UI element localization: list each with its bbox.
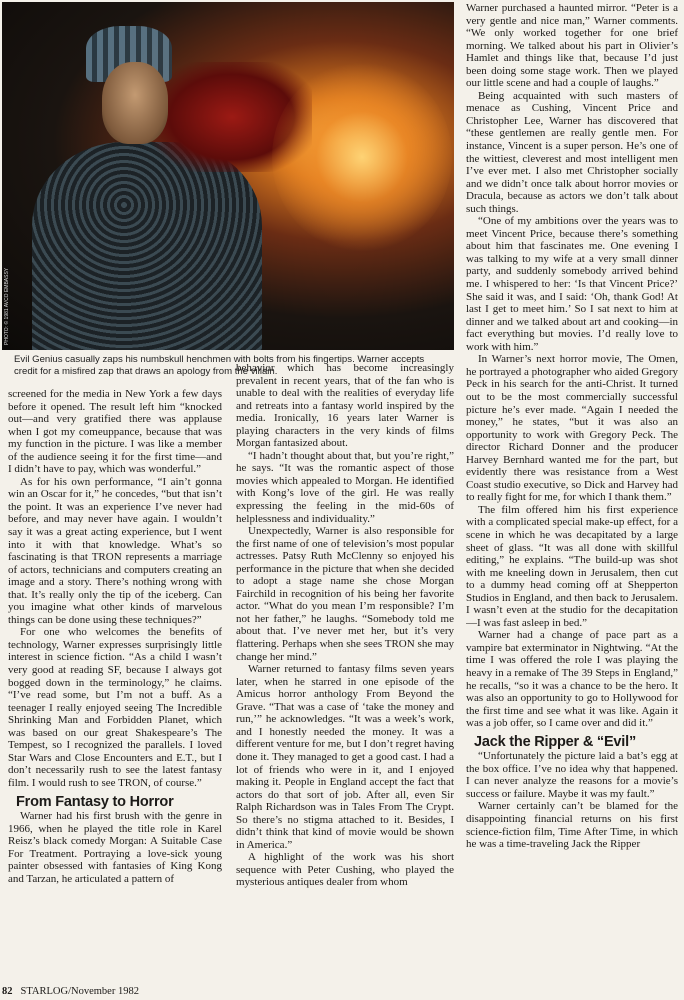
paragraph: A highlight of the work was his short sequence with Peter Cushing, who played the mysterious antiques dealer from whom xyxy=(236,851,454,889)
paragraph: Warner had a change of pace part as a vampire bat exterminator in Nightwing. “At the time I was offered the role I was playing the heavy in a remake of The 39 Steps in England,” he recalls, “so it was a chance to be the hero. It was also an opportunity to go to Hollywood for the first time and see what it was like. Again it was a job offer, so I came over and did it.” xyxy=(466,629,678,730)
henchman-armor xyxy=(32,142,262,350)
paragraph: Warner returned to fantasy films seven years later, when he starred in one episode of the Amicus horror anthology From Beyond the Grave. “That was a case of ‘take the money and run,’” he acknowledges. “It was a week’s work, and I honestly needed the money. It was a different venture for me, but I don’t regret having done it. They managed to get a good cast. I had a lot of friends who were in it, and I enjoyed making it. People in England accept the fact that actors do that sort of job. After all, even Sir Ralph Richardson was in Tales From The Crypt. So there’s no stigma attached to it. Besides, I didn’t think that kind of movie would be shown in America.” xyxy=(236,663,454,851)
paragraph: In Warner’s next horror movie, The Omen, he portrayed a photographer who aided Gregory Peck in his search for the anti-Christ. It turned out to be the most commercially successful picture he’s ever made. “Again I needed the money,” he states, “but it was also an opportunity to work with Gregory Peck. The director Richard Donner and the producer Harvey Bernhard wanted me for the part, but evidently there was resistance from a West Coast studio executive, so Dick and Harvey had to really fight for me, for which I thank them.” xyxy=(466,353,678,504)
paragraph: “Unfortunately the picture laid a bat’s egg at the box office. I’ve no idea why that happened. I can never analyze the reasons for a movie’s success or failure. Maybe it was my fault.” xyxy=(466,750,678,800)
page-number: 82 xyxy=(2,986,13,997)
paragraph: For one who welcomes the benefits of technology, Warner expresses surprisingly little interest in science fiction. “As a child I wasn’t very good at reading SF, because I always got bogged down in the terminology,” he claims. “I’ve read some, but I’m not a buff. As a teenager I really enjoyed seeing The Incredible Shrinking Man and Forbidden Planet, which was based on our great Shakespeare’s The Tempest, so I recognized the parallels. I loved Star Wars and Close Encounters and E.T., but I don’t necessarily rush to see the latest fantasy film. I would rush to see TRON, of course.” xyxy=(8,626,222,789)
paragraph: “I hadn’t thought about that, but you’re right,” he says. “It was the romantic aspect of those movies which appealed to Morgan. He identified with Kong’s love of the girl. He was really expressing the feeling in the mid-60s of helplessness and individuality.” xyxy=(236,449,454,525)
photo-caption: Evil Genius casually zaps his numbskull henchmen with bolts from his fingertips. Warner accepts credit for a misfired zap that draws an apology from the villain. xyxy=(14,354,425,377)
paragraph: Warner purchased a haunted mirror. “Peter is a very gentle and nice man,” Warner comments. “We only worked together for one brief morning. We talked about his part in Olivier’s Hamlet and things like that, because I’d just been doing some stage work. Then we played our little scene and had a couple of laughs.” xyxy=(466,2,678,90)
paragraph: Warner certainly can’t be blamed for the disappointing financial returns on his first science-fiction film, Time After Time, in which he was a time-traveling Jack the Ripper xyxy=(466,800,678,851)
section-heading: From Fantasy to Horror xyxy=(16,793,174,810)
paragraph: screened for the media in New York a few days before it opened. The result left him “knocked out—and very gratified there was applause when I got my comeuppance, because that was my function in the picture. I was like a member of the audience seeing it for the first time—and I didn’t have to pay, which was wonderful.” xyxy=(8,388,222,476)
film-still-photo xyxy=(2,2,454,350)
energy-bolt-glow xyxy=(272,62,452,252)
column-2 xyxy=(236,362,454,982)
paragraph: Being acquainted with such masters of menace as Cushing, Vincent Price and Christopher Lee, Warner has discovered that “these gentlemen are really gentle men. For instance, Vincent is a super person. He’s one of the wittiest, cleverest and most intelligent men I’ve ever met. I also met Christopher socially and we didn’t once talk about horror movies or Dracula, because as actors we don’t talk about such things. xyxy=(466,89,678,215)
paragraph: “One of my ambitions over the years was to meet Vincent Price, because there’s something about him that fascinates me. One evening I was talking to my wife at a very small dinner party, and suddenly somebody arrived behind me. I whispered to her: ‘Is that Vincent Price?’ She said it was, and I said: ‘Oh, thank God! At last I get to meet him.’ So I sat next to him at dinner and we talked about art and cooking—in fact everything but movies. I’d really love to work with him.” xyxy=(466,215,678,353)
paragraph: Unexpectedly, Warner is also responsible for the first name of one of television’s most popular actresses. Patsy Ruth McClenny so enjoyed his performance in the picture that when she decided to adopt a stage name she chose Morgan Fairchild in recognition of his being her favorite actor. “What do you mean I’m responsible? I’m not her father,” he laughs. “Somebody told me about that. I’ve never met her, but it’s very flattering. Perhaps when she sees TRON she may change her mind.” xyxy=(236,525,454,663)
photo-credit: PHOTO: © 1981 AVCO EMBASSY xyxy=(4,267,10,345)
section-heading: Jack the Ripper & “Evil” xyxy=(474,733,637,750)
actor-face xyxy=(102,62,168,144)
page-footer xyxy=(2,986,139,997)
column-3 xyxy=(466,2,678,982)
paragraph: As for his own performance, “I ain’t gonna win an Oscar for it,” he concedes, “but that isn’t the point. It was an experience I’ve never had before, and may never have again. I wouldn’t say it was a great acting experience, but I went into it with that knowledge. What’s so fascinating is that TRON represents a marriage of actors, technicians and computers creating an image and a story. There’s nothing wrong with that. It’s really only the tip of the iceberg. Can you imagine what other kinds of marvelous things can be done using these techniques?” xyxy=(8,475,222,626)
column-1 xyxy=(8,388,222,982)
paragraph: The film offered him his first experience with a complicated special make-up effect, for a scene in which he was decapitated by a large sheet of glass. “It was all done with skillful editing,” he explains. “The build-up was shot with me kneeling down in Jerusalem, then cut to a dummy head coming off at Shepperton Studios in England, and then back to Jerusalem. I wasn’t even at the studio for the decapitation—I was fast asleep in bed.” xyxy=(466,503,678,629)
paragraph: behavior which has become increasingly prevalent in recent years, that of the fan who is unable to deal with the realities of everyday life and retreats into a fantasy world inspired by the media. Ironically, 16 years later Warner is playing characters in the very kinds of films Morgan fantasized about. xyxy=(236,362,454,450)
paragraph: Warner had his first brush with the genre in 1966, when he played the title role in Karel Reisz’s black comedy Morgan: A Suitable Case For Treatment. Portraying a love-sick young painter obsessed with fantasies of King Kong and Tarzan, he articulated a pattern of xyxy=(8,810,222,885)
magazine-issue: STARLOG/November 1982 xyxy=(20,986,139,997)
